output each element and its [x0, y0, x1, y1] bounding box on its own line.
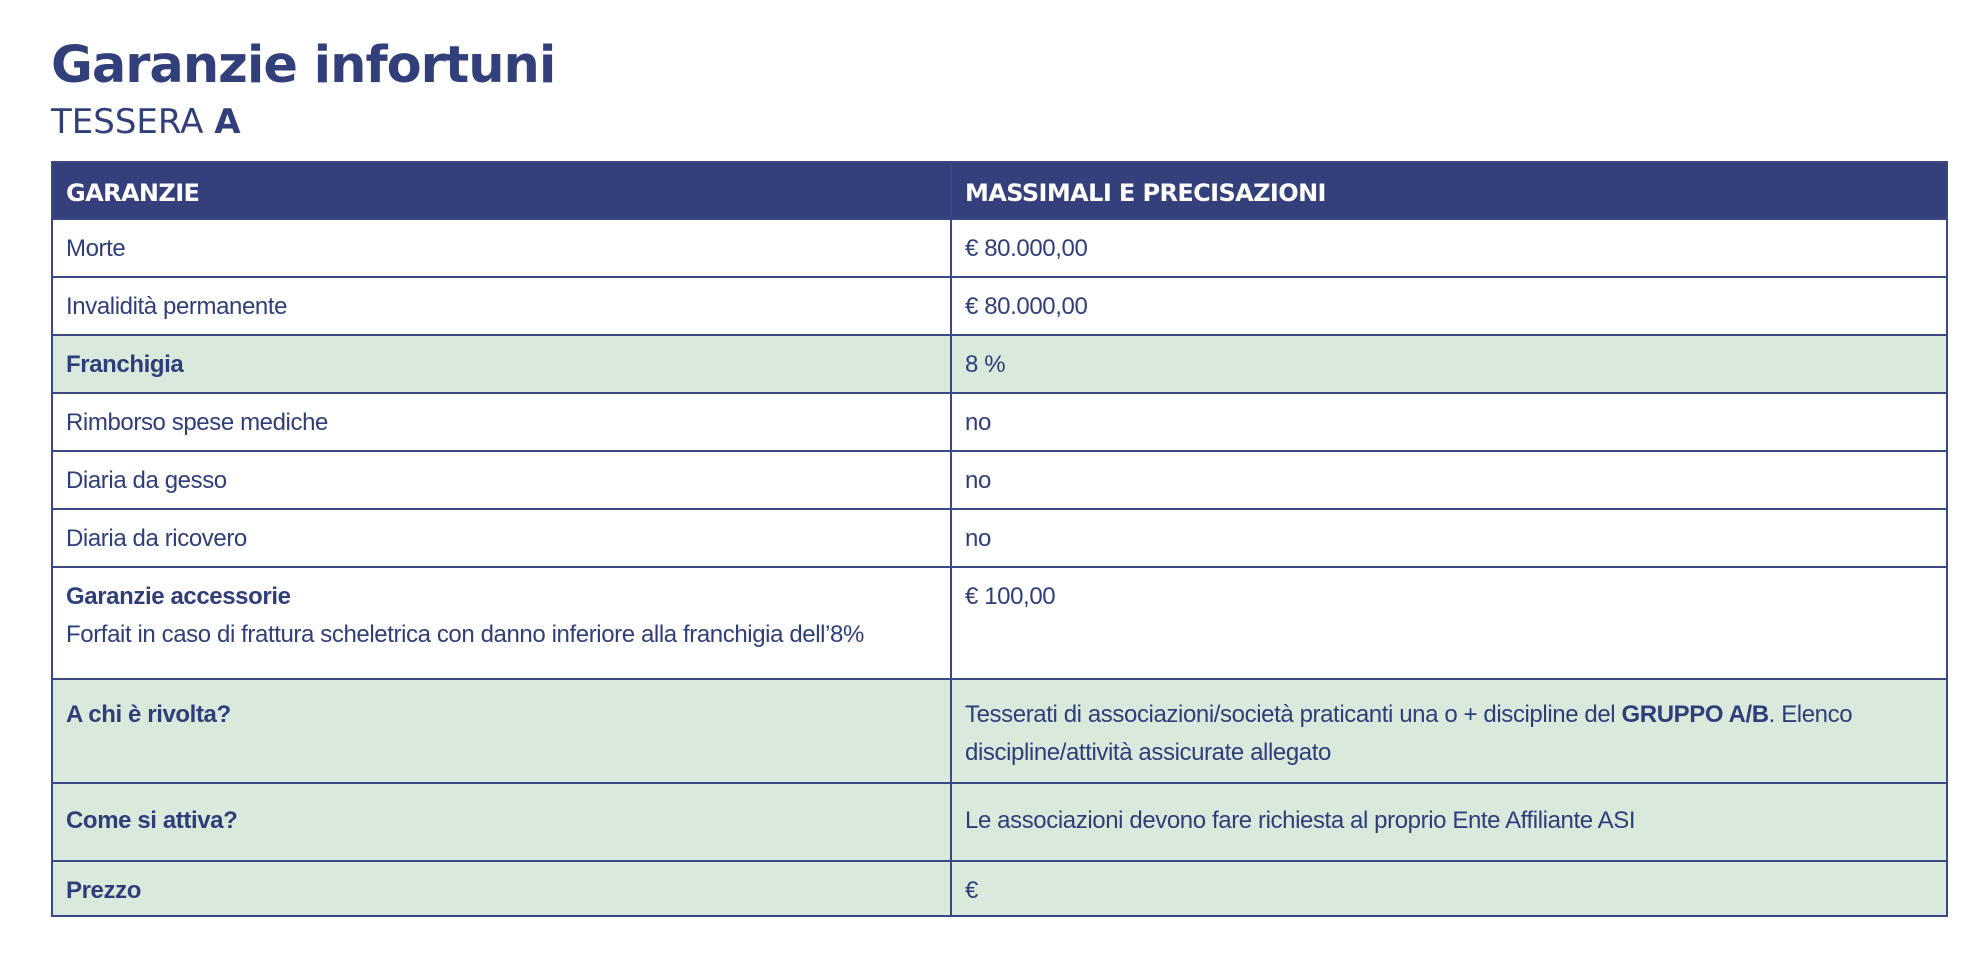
table-row [52, 861, 1947, 916]
row-label: Come si attiva? [52, 783, 951, 861]
row-value-suffix: . Elenco discipline/attività assicurate allegato [965, 701, 1853, 766]
table-row [52, 219, 1947, 277]
row-value: € 80.000,00 [951, 277, 1947, 335]
subtitle-prefix: TESSERA [51, 102, 204, 142]
table-row [52, 277, 1947, 335]
row-value: 8 % [951, 335, 1947, 393]
row-label: Rimborso spese mediche [52, 393, 951, 451]
row-sublabel: Forfait in caso di frattura scheletrica con danno inferiore alla franchigia dell’8% [66, 621, 864, 648]
table-header-row [52, 162, 1947, 219]
row-label: A chi è rivolta? [52, 679, 951, 783]
row-value: € 80.000,00 [951, 219, 1947, 277]
page-subtitle [51, 96, 241, 148]
page-title: Garanzie infortuni [51, 36, 556, 95]
coverage-table [51, 161, 1948, 917]
table-row [52, 567, 1947, 679]
row-value: no [951, 451, 1947, 509]
row-value-bold: GRUPPO A/B [1621, 701, 1769, 728]
row-value-cell [951, 679, 1947, 783]
table-row [52, 509, 1947, 567]
row-value: € [951, 861, 1947, 916]
row-label: Invalidità permanente [52, 277, 951, 335]
row-value-prefix: Tesserati di associazioni/società praticanti una o + discipline del [965, 701, 1622, 728]
table-row [52, 393, 1947, 451]
header-massimali: MASSIMALI E PRECISAZIONI [951, 162, 1947, 219]
row-label-cell [52, 567, 951, 679]
row-label: Morte [52, 219, 951, 277]
table-row [52, 451, 1947, 509]
row-label: Garanzie accessorie [66, 583, 291, 610]
table-row [52, 679, 1947, 783]
row-value: Le associazioni devono fare richiesta al proprio Ente Affiliante ASI [951, 783, 1947, 861]
row-label: Prezzo [52, 861, 951, 916]
table-row [52, 783, 1947, 861]
row-label: Diaria da ricovero [52, 509, 951, 567]
row-label: Diaria da gesso [52, 451, 951, 509]
row-value: no [951, 393, 1947, 451]
row-value: € 100,00 [951, 567, 1947, 679]
subtitle-letter: A [214, 102, 241, 142]
table-row [52, 335, 1947, 393]
header-garanzie: GARANZIE [52, 162, 951, 219]
row-value: no [951, 509, 1947, 567]
row-label: Franchigia [52, 335, 951, 393]
